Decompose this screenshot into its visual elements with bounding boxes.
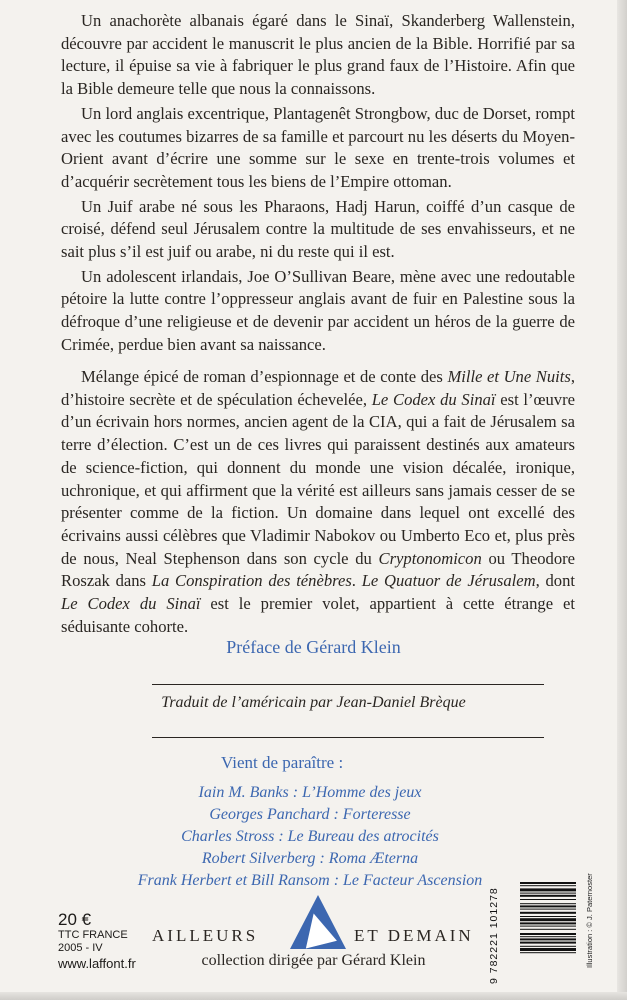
blurb-text: Mélange épicé de roman d’espionnage et de conte des — [81, 367, 448, 386]
translator-credit: Traduit de l’américain par Jean-Daniel Brèque — [161, 694, 466, 711]
recent-release-item: Georges Panchard : Forteresse — [209, 806, 411, 823]
recent-release-item: Robert Silverberg : Roma Æterna — [201, 850, 419, 867]
blurb-title-ref: Mille et Une Nuits — [447, 367, 571, 386]
publisher-website: www.laffont.fr — [58, 956, 136, 971]
isbn-barcode-icon — [506, 880, 576, 984]
blurb-text: , dont — [535, 571, 575, 591]
blurb-text: . — [351, 571, 362, 591]
blurb-title-ref: La Conspiration des ténèbres — [151, 571, 352, 591]
preface-credit: Préface de Gérard Klein — [226, 637, 401, 657]
blurb-title-ref: Le Quatuor de Jérusalem — [361, 571, 536, 591]
summary-section — [61, 10, 575, 359]
page-edge-bottom — [0, 992, 627, 1000]
divider-top — [152, 684, 544, 685]
recent-releases-title: Vient de paraître : — [221, 753, 344, 772]
blurb-text: ou Theodore Roszak dans — [61, 548, 576, 591]
edition-date: 2005 - IV — [58, 941, 103, 954]
summary-paragraph: Un adolescent irlandais, Joe O’Sullivan Beare, mène avec une redoutable pétoire la lutte contre l’oppresseur anglais avant de fuir en Palestine sous la défroque d’une religieuse et de devenir par accident un héros de la guerre de Crimée, perdue bien avant sa naissance. — [61, 266, 575, 354]
summary-paragraph: Un Juif arabe né sous les Pharaons, Hadj Harun, coiffé d’un casque de croisé, défend seul Jérusalem contre la multitude de ses envahisseurs, et ne sait plus s’il est juif ou arabe, ni du reste qui il est. — [61, 196, 575, 262]
price-region: TTC FRANCE — [58, 929, 128, 941]
recent-releases-list — [90, 782, 530, 892]
blurb-title-ref: Cryptonomicon — [378, 548, 482, 568]
price: 20 € — [58, 910, 92, 929]
summary-paragraph: Un anachorète albanais égaré dans le Sinaï, Skanderberg Wallenstein, découvre par accident le manuscrit le plus ancien de la Bible. Horrifié par sa lecture, il épuise sa vie à fabriquer le plus grand faux de l’Histoire. Afin que la Bible demeure telle que nous la connaissons. — [61, 11, 575, 99]
blurb-text: est le premier volet, appartient à cette étrange et séduisante cohorte. — [61, 594, 575, 636]
price-details — [58, 929, 128, 954]
page-edge-right — [617, 0, 627, 1000]
collection-name-right: ET DEMAIN — [354, 926, 474, 945]
blurb-paragraph — [61, 366, 575, 638]
collection-name-left: AILLEURS — [152, 926, 259, 945]
blurb-title-ref: Le Codex du Sinaï — [61, 594, 201, 614]
recent-release-item: Iain M. Banks : L’Homme des jeux — [198, 784, 422, 801]
blurb-section — [61, 366, 575, 638]
recent-release-item: Frank Herbert et Bill Ransom : Le Facteur Ascension — [137, 872, 483, 889]
blurb-text: est l’œuvre d’un écrivain hors normes, ancien agent de la CIA, qui a fait de Jérusalem sa terre d’élection. C’est un de ces livres qui paraissent destinés aux amateurs de science-fiction, qui donnent du monde une vision décalée, ironique, uchronique, et qui affirment que la vérité est ailleurs sans jamais cesser de se présenter comme de la fiction. Un domaine dans lequel ont excellé des écrivains aussi célèbres que Vladimir Nabokov ou Umberto Eco et, plus près de nous, Neal Stephenson dans son cycle du — [61, 389, 575, 568]
blurb-title-ref: Le Codex du Sinaï — [371, 389, 496, 409]
blurb-text: , d’histoire secrète et de spéculation échevelée, — [61, 367, 575, 409]
summary-paragraph: Un lord anglais excentrique, Plantagenêt Strongbow, duc de Dorset, rompt avec les coutumes bizarres de sa famille et parcourt nu les déserts du Moyen-Orient avant d’écrire une somme sur le sexe en trente-trois volumes et d’acquérir secrètement tous les biens de l’Empire ottoman. — [61, 103, 575, 191]
barcode-digits: 9 782221 101278 — [488, 887, 500, 984]
illustration-credit: Illustration : © J. Paternoster — [585, 873, 594, 968]
divider-bottom — [152, 737, 544, 738]
recent-release-item: Charles Stross : Le Bureau des atrocités — [181, 828, 439, 845]
collection-director: collection dirigée par Gérard Klein — [201, 952, 426, 969]
collection-logo-icon — [290, 895, 346, 949]
